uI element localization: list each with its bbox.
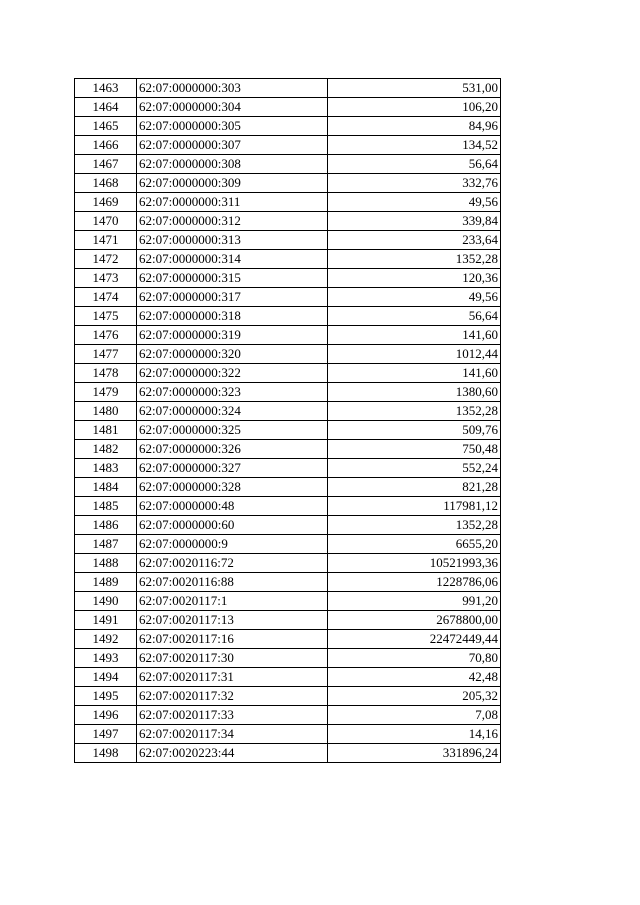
value-cell: 7,08	[328, 706, 501, 725]
row-number-cell: 1465	[75, 117, 137, 136]
row-number-cell: 1474	[75, 288, 137, 307]
row-number-cell: 1477	[75, 345, 137, 364]
cadastral-number-cell: 62:07:0000000:325	[137, 421, 328, 440]
value-cell: 552,24	[328, 459, 501, 478]
value-cell: 134,52	[328, 136, 501, 155]
row-number-cell: 1475	[75, 307, 137, 326]
table-row	[75, 136, 501, 155]
cadastral-number-cell: 62:07:0000000:48	[137, 497, 328, 516]
table-row	[75, 307, 501, 326]
table-row	[75, 250, 501, 269]
cadastral-number-cell: 62:07:0020117:1	[137, 592, 328, 611]
table-row	[75, 478, 501, 497]
row-number-cell: 1496	[75, 706, 137, 725]
table-body	[75, 79, 501, 763]
row-number-cell: 1489	[75, 573, 137, 592]
row-number-cell: 1466	[75, 136, 137, 155]
value-cell: 117981,12	[328, 497, 501, 516]
row-number-cell: 1481	[75, 421, 137, 440]
cadastral-number-cell: 62:07:0000000:319	[137, 326, 328, 345]
table-row	[75, 364, 501, 383]
value-cell: 339,84	[328, 212, 501, 231]
cadastral-number-cell: 62:07:0020117:33	[137, 706, 328, 725]
row-number-cell: 1479	[75, 383, 137, 402]
value-cell: 120,36	[328, 269, 501, 288]
value-cell: 22472449,44	[328, 630, 501, 649]
value-cell: 531,00	[328, 79, 501, 98]
value-cell: 233,64	[328, 231, 501, 250]
cadastral-number-cell: 62:07:0000000:304	[137, 98, 328, 117]
cadastral-number-cell: 62:07:0000000:315	[137, 269, 328, 288]
table-row	[75, 193, 501, 212]
row-number-cell: 1488	[75, 554, 137, 573]
table-row	[75, 288, 501, 307]
row-number-cell: 1495	[75, 687, 137, 706]
value-cell: 84,96	[328, 117, 501, 136]
table-row	[75, 630, 501, 649]
cadastral-number-cell: 62:07:0000000:314	[137, 250, 328, 269]
value-cell: 991,20	[328, 592, 501, 611]
table-row	[75, 668, 501, 687]
cadastral-number-cell: 62:07:0020117:13	[137, 611, 328, 630]
table-row	[75, 174, 501, 193]
value-cell: 509,76	[328, 421, 501, 440]
table-row	[75, 155, 501, 174]
table-row	[75, 402, 501, 421]
table-row	[75, 326, 501, 345]
value-cell: 49,56	[328, 193, 501, 212]
cadastral-number-cell: 62:07:0000000:307	[137, 136, 328, 155]
table-row	[75, 516, 501, 535]
row-number-cell: 1498	[75, 744, 137, 763]
row-number-cell: 1478	[75, 364, 137, 383]
value-cell: 1352,28	[328, 402, 501, 421]
value-cell: 70,80	[328, 649, 501, 668]
value-cell: 332,76	[328, 174, 501, 193]
cadastral-number-cell: 62:07:0020117:31	[137, 668, 328, 687]
value-cell: 106,20	[328, 98, 501, 117]
row-number-cell: 1468	[75, 174, 137, 193]
table-row	[75, 98, 501, 117]
table-row	[75, 421, 501, 440]
cadastral-number-cell: 62:07:0020117:32	[137, 687, 328, 706]
cadastral-number-cell: 62:07:0000000:309	[137, 174, 328, 193]
cadastral-number-cell: 62:07:0020116:88	[137, 573, 328, 592]
cadastral-number-cell: 62:07:0000000:322	[137, 364, 328, 383]
row-number-cell: 1476	[75, 326, 137, 345]
table-row	[75, 744, 501, 763]
value-cell: 56,64	[328, 155, 501, 174]
value-cell: 1012,44	[328, 345, 501, 364]
table-row	[75, 554, 501, 573]
row-number-cell: 1472	[75, 250, 137, 269]
cadastral-number-cell: 62:07:0000000:312	[137, 212, 328, 231]
value-cell: 2678800,00	[328, 611, 501, 630]
cadastral-number-cell: 62:07:0000000:317	[137, 288, 328, 307]
row-number-cell: 1492	[75, 630, 137, 649]
table-row	[75, 117, 501, 136]
table-row	[75, 383, 501, 402]
value-cell: 14,16	[328, 725, 501, 744]
value-cell: 141,60	[328, 364, 501, 383]
value-cell: 1352,28	[328, 516, 501, 535]
row-number-cell: 1497	[75, 725, 137, 744]
cadastral-value-table	[74, 78, 501, 763]
row-number-cell: 1486	[75, 516, 137, 535]
row-number-cell: 1470	[75, 212, 137, 231]
table-row	[75, 497, 501, 516]
table-row	[75, 592, 501, 611]
row-number-cell: 1484	[75, 478, 137, 497]
cadastral-number-cell: 62:07:0000000:326	[137, 440, 328, 459]
value-cell: 331896,24	[328, 744, 501, 763]
cadastral-number-cell: 62:07:0020117:16	[137, 630, 328, 649]
value-cell: 1228786,06	[328, 573, 501, 592]
value-cell: 205,32	[328, 687, 501, 706]
value-cell: 750,48	[328, 440, 501, 459]
row-number-cell: 1490	[75, 592, 137, 611]
value-cell: 56,64	[328, 307, 501, 326]
cadastral-number-cell: 62:07:0020223:44	[137, 744, 328, 763]
table-row	[75, 649, 501, 668]
cadastral-number-cell: 62:07:0000000:9	[137, 535, 328, 554]
value-cell: 141,60	[328, 326, 501, 345]
row-number-cell: 1463	[75, 79, 137, 98]
row-number-cell: 1493	[75, 649, 137, 668]
cadastral-number-cell: 62:07:0020116:72	[137, 554, 328, 573]
table-row	[75, 79, 501, 98]
table-row	[75, 573, 501, 592]
row-number-cell: 1467	[75, 155, 137, 174]
row-number-cell: 1487	[75, 535, 137, 554]
value-cell: 1352,28	[328, 250, 501, 269]
value-cell: 10521993,36	[328, 554, 501, 573]
table-row	[75, 440, 501, 459]
row-number-cell: 1485	[75, 497, 137, 516]
value-cell: 6655,20	[328, 535, 501, 554]
cadastral-number-cell: 62:07:0000000:328	[137, 478, 328, 497]
row-number-cell: 1464	[75, 98, 137, 117]
row-number-cell: 1469	[75, 193, 137, 212]
table-row	[75, 345, 501, 364]
cadastral-number-cell: 62:07:0020117:30	[137, 649, 328, 668]
cadastral-number-cell: 62:07:0000000:303	[137, 79, 328, 98]
value-cell: 821,28	[328, 478, 501, 497]
cadastral-number-cell: 62:07:0000000:323	[137, 383, 328, 402]
cadastral-number-cell: 62:07:0020117:34	[137, 725, 328, 744]
table-row	[75, 269, 501, 288]
table-row	[75, 687, 501, 706]
table-row	[75, 706, 501, 725]
row-number-cell: 1471	[75, 231, 137, 250]
table-row	[75, 725, 501, 744]
value-cell: 42,48	[328, 668, 501, 687]
cadastral-number-cell: 62:07:0000000:327	[137, 459, 328, 478]
row-number-cell: 1494	[75, 668, 137, 687]
table-row	[75, 231, 501, 250]
value-cell: 1380,60	[328, 383, 501, 402]
cadastral-number-cell: 62:07:0000000:318	[137, 307, 328, 326]
cadastral-number-cell: 62:07:0000000:311	[137, 193, 328, 212]
row-number-cell: 1491	[75, 611, 137, 630]
table-row	[75, 611, 501, 630]
cadastral-number-cell: 62:07:0000000:313	[137, 231, 328, 250]
table-row	[75, 535, 501, 554]
row-number-cell: 1482	[75, 440, 137, 459]
cadastral-number-cell: 62:07:0000000:324	[137, 402, 328, 421]
table-row	[75, 212, 501, 231]
cadastral-number-cell: 62:07:0000000:60	[137, 516, 328, 535]
row-number-cell: 1473	[75, 269, 137, 288]
value-cell: 49,56	[328, 288, 501, 307]
row-number-cell: 1483	[75, 459, 137, 478]
cadastral-number-cell: 62:07:0000000:305	[137, 117, 328, 136]
row-number-cell: 1480	[75, 402, 137, 421]
cadastral-number-cell: 62:07:0000000:308	[137, 155, 328, 174]
cadastral-number-cell: 62:07:0000000:320	[137, 345, 328, 364]
table-row	[75, 459, 501, 478]
